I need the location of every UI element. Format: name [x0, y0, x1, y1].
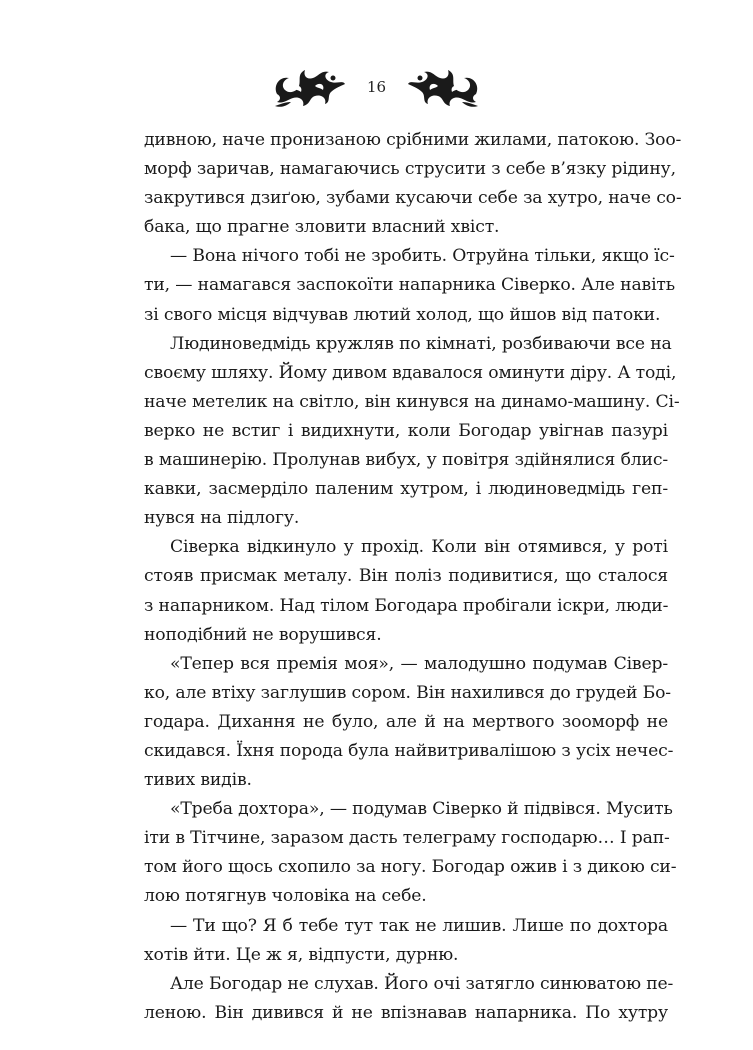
text-line: годара. Дихання не було, але й на мертвого зооморф не	[144, 711, 668, 732]
text-line: наче метелик на світло, він кинувся на динамо-машину. Сі-	[144, 391, 680, 412]
text-line: закрутився дзиґою, зубами кусаючи себе за хутро, наче со-	[144, 188, 682, 209]
text-line: бака, що прагне зловити власний хвіст.	[144, 217, 500, 238]
text-line: нувся на підлогу.	[144, 508, 300, 529]
text-line: своєму шляху. Йому дивом вдавалося оминути діру. А тоді,	[144, 362, 677, 383]
text-line: ко, але втіху заглушив сором. Він нахилився до грудей Бо-	[144, 682, 671, 703]
text-line: в машинерію. Пролунав вибух, у повітря здійнялися блис-	[144, 450, 668, 471]
dragon-ornament-icon	[404, 64, 482, 110]
text-line: «Тепер вся премія моя», — малодушно подумав Сівер-	[170, 653, 668, 674]
text-line: стояв присмак металу. Він поліз подивитися, що сталося	[144, 566, 668, 587]
text-line: Але Богодар не слухав. Його очі затягло синюватою пе-	[170, 973, 674, 994]
text-line: кавки, засмерділо паленим хутром, і людиноведмідь геп-	[144, 479, 668, 500]
text-line: — Ти що? Я б тебе тут так не лишив. Лише по дохтора	[170, 915, 668, 936]
page-number: 16	[366, 78, 387, 96]
text-line: з напарником. Над тілом Богодара пробігали іскри, люди-	[144, 595, 669, 616]
text-line: дивною, наче пронизаною срібними жилами, патокою. Зоо-	[144, 130, 682, 150]
dragon-ornament-icon	[271, 64, 349, 110]
text-line: скидався. Їхня порода була найвитривалішою з усіх нечес-	[144, 740, 674, 761]
text-line: — Вона нічого тобі не зробить. Отруйна тільки, якщо їс-	[170, 246, 675, 267]
text-line: морф заричав, намагаючись струсити з себе в’язку рідину,	[144, 159, 676, 180]
text-line: ноподібний не ворушився.	[144, 624, 382, 645]
text-line: зі свого місця відчував лютий холод, що йшов від патоки.	[144, 304, 661, 325]
text-line: том його щось схопило за ногу. Богодар ожив і з дикою си-	[144, 857, 677, 878]
text-line: «Треба дохтора», — подумав Сіверко й підвівся. Мусить	[170, 799, 673, 820]
text-line: іти в Тітчине, заразом дасть телеграму господарю… І рап-	[144, 828, 670, 849]
text-line: ти, — намагався заспокоїти напарника Сіверко. Але навіть	[144, 275, 675, 296]
text-line: Сіверка відкинуло у прохід. Коли він отямився, у роті	[170, 537, 668, 558]
body-text	[144, 126, 682, 1028]
text-line: тивих видів.	[144, 770, 252, 791]
text-line: леною. Він дивився й не впізнавав напарника. По хутру	[144, 1002, 668, 1023]
text-line: верко не встиг і видихнути, коли Богодар увігнав пазурі	[144, 420, 668, 441]
text-line: лою потягнув чоловіка на себе.	[144, 886, 427, 907]
page-header	[0, 62, 753, 112]
text-line: Людиноведмідь кружляв по кімнаті, розбиваючи все на	[170, 333, 672, 354]
text-line: хотів йти. Це ж я, відпусти, дурню.	[144, 944, 459, 965]
